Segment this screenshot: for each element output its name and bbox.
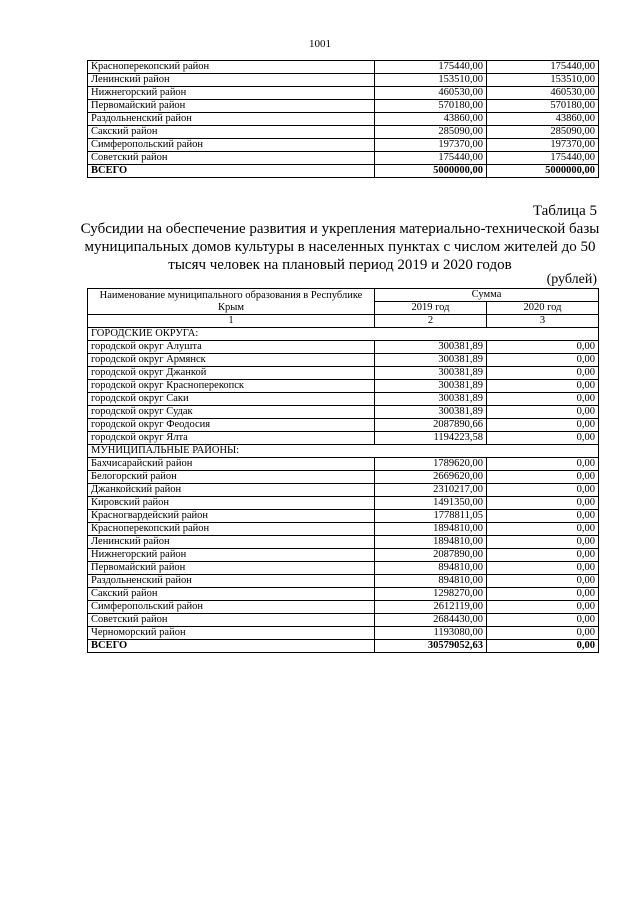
value-2020-cell: 570180,00	[487, 100, 599, 113]
value-2020-cell: 0,00	[487, 497, 599, 510]
value-2019-cell: 1193080,00	[375, 627, 487, 640]
row-name-cell: городской округ Джанкой	[88, 367, 375, 380]
table-row	[88, 406, 599, 419]
value-2019-cell: 197370,00	[375, 139, 487, 152]
header-num-3: 3	[487, 315, 599, 328]
row-name-cell: городской округ Армянск	[88, 354, 375, 367]
row-name-cell: Ленинский район	[88, 536, 375, 549]
value-2020-cell: 0,00	[487, 432, 599, 445]
value-2020-cell: 0,00	[487, 562, 599, 575]
row-name-cell: Красноперекопский район	[88, 523, 375, 536]
row-name-cell: Красногвардейский район	[88, 510, 375, 523]
row-name-cell: ВСЕГО	[88, 165, 375, 178]
value-2020-cell: 0,00	[487, 523, 599, 536]
table-row	[88, 458, 599, 471]
row-name-cell: Ленинский район	[88, 74, 375, 87]
row-name-cell: Белогорский район	[88, 471, 375, 484]
value-2020-cell: 197370,00	[487, 139, 599, 152]
value-2020-cell: 0,00	[487, 419, 599, 432]
value-2020-cell: 0,00	[487, 471, 599, 484]
table-row	[88, 562, 599, 575]
row-name-cell: Симферопольский район	[88, 601, 375, 614]
row-name-cell: городской округ Красноперекопск	[88, 380, 375, 393]
value-2019-cell: 300381,89	[375, 367, 487, 380]
value-2020-cell: 43860,00	[487, 113, 599, 126]
row-name-cell: Нижнегорский район	[88, 87, 375, 100]
table-row	[88, 354, 599, 367]
value-2019-cell: 570180,00	[375, 100, 487, 113]
subsidies-table	[87, 288, 599, 653]
value-2020-cell: 0,00	[487, 510, 599, 523]
row-name-cell: Раздольненский район	[88, 575, 375, 588]
value-2019-cell: 175440,00	[375, 61, 487, 74]
row-name-cell: городской округ Феодосия	[88, 419, 375, 432]
value-2020-cell: 0,00	[487, 614, 599, 627]
value-2019-cell: 2684430,00	[375, 614, 487, 627]
value-2020-cell: 0,00	[487, 458, 599, 471]
table-label: Таблица 5	[532, 203, 597, 219]
row-name-cell: Красноперекопский район	[88, 61, 375, 74]
row-name-cell: городской округ Ялта	[88, 432, 375, 445]
table-row	[88, 575, 599, 588]
row-name-cell: Советский район	[88, 614, 375, 627]
header-num-2: 2	[375, 315, 487, 328]
table-row	[88, 627, 599, 640]
value-2019-cell: 894810,00	[375, 562, 487, 575]
table-row	[88, 367, 599, 380]
table-row	[88, 432, 599, 445]
table-row	[88, 152, 599, 165]
value-2019-cell: 300381,89	[375, 380, 487, 393]
row-name-cell: Симферопольский район	[88, 139, 375, 152]
row-name-cell: Нижнегорский район	[88, 549, 375, 562]
value-2020-cell: 5000000,00	[487, 165, 599, 178]
value-2020-cell: 153510,00	[487, 74, 599, 87]
row-name-cell: Джанкойский район	[88, 484, 375, 497]
value-2019-cell: 300381,89	[375, 341, 487, 354]
section-title: ГОРОДСКИЕ ОКРУГА:	[88, 328, 599, 341]
table-row	[88, 484, 599, 497]
table-row	[88, 87, 599, 100]
value-2020-cell: 0,00	[487, 601, 599, 614]
value-2019-cell: 2669620,00	[375, 471, 487, 484]
value-2020-cell: 0,00	[487, 536, 599, 549]
value-2020-cell: 0,00	[487, 367, 599, 380]
row-name-cell: Первомайский район	[88, 562, 375, 575]
value-2020-cell: 0,00	[487, 588, 599, 601]
total-row	[88, 640, 599, 653]
value-2020-cell: 0,00	[487, 575, 599, 588]
value-2020-cell: 0,00	[487, 341, 599, 354]
header-name-col: Наименование муниципального образования в Республике Крым	[88, 289, 375, 315]
row-name-cell: Сакский район	[88, 588, 375, 601]
header-numbers-row	[88, 315, 599, 328]
table-row	[88, 74, 599, 87]
value-2019-cell: 2087890,66	[375, 419, 487, 432]
row-name-cell: ВСЕГО	[88, 640, 375, 653]
section-title: МУНИЦИПАЛЬНЫЕ РАЙОНЫ:	[88, 445, 599, 458]
value-2019-cell: 175440,00	[375, 152, 487, 165]
total-row	[88, 165, 599, 178]
value-2019-cell: 1789620,00	[375, 458, 487, 471]
section-header-row	[88, 445, 599, 458]
value-2020-cell: 0,00	[487, 406, 599, 419]
value-2019-cell: 5000000,00	[375, 165, 487, 178]
row-name-cell: Сакский район	[88, 126, 375, 139]
row-name-cell: городской округ Алушта	[88, 341, 375, 354]
value-2019-cell: 2087890,00	[375, 549, 487, 562]
value-2019-cell: 1778811,05	[375, 510, 487, 523]
value-2019-cell: 285090,00	[375, 126, 487, 139]
value-2019-cell: 894810,00	[375, 575, 487, 588]
table-row	[88, 100, 599, 113]
row-name-cell: Первомайский район	[88, 100, 375, 113]
value-2019-cell: 2612119,00	[375, 601, 487, 614]
header-sum-col: Сумма	[375, 289, 599, 302]
value-2019-cell: 1894810,00	[375, 536, 487, 549]
table-row	[88, 126, 599, 139]
table-row	[88, 497, 599, 510]
value-2020-cell: 0,00	[487, 380, 599, 393]
value-2020-cell: 0,00	[487, 354, 599, 367]
value-2020-cell: 0,00	[487, 627, 599, 640]
previous-table-continuation	[87, 60, 599, 178]
value-2019-cell: 153510,00	[375, 74, 487, 87]
value-2019-cell: 1894810,00	[375, 523, 487, 536]
table-title: Субсидии на обеспечение развития и укрепления материально-технической базы муниципальных домов культуры в населенных пунктах с числом жителей до 50 тысяч человек на плановый период 2019 и 2020 годов	[80, 221, 600, 273]
value-2019-cell: 43860,00	[375, 113, 487, 126]
table-row	[88, 419, 599, 432]
table-row	[88, 380, 599, 393]
value-2020-cell: 460530,00	[487, 87, 599, 100]
table-row	[88, 61, 599, 74]
value-2019-cell: 2310217,00	[375, 484, 487, 497]
value-2020-cell: 0,00	[487, 640, 599, 653]
table-row	[88, 549, 599, 562]
table-row	[88, 341, 599, 354]
value-2020-cell: 0,00	[487, 549, 599, 562]
value-2020-cell: 285090,00	[487, 126, 599, 139]
section-header-row	[88, 328, 599, 341]
value-2019-cell: 300381,89	[375, 354, 487, 367]
header-num-1: 1	[88, 315, 375, 328]
value-2020-cell: 0,00	[487, 484, 599, 497]
row-name-cell: Черноморский район	[88, 627, 375, 640]
value-2020-cell: 0,00	[487, 393, 599, 406]
row-name-cell: городской округ Саки	[88, 393, 375, 406]
table-row	[88, 614, 599, 627]
value-2020-cell: 175440,00	[487, 152, 599, 165]
table-row	[88, 393, 599, 406]
page-number: 1001	[309, 38, 331, 50]
value-2019-cell: 460530,00	[375, 87, 487, 100]
value-2020-cell: 175440,00	[487, 61, 599, 74]
table-row	[88, 471, 599, 484]
table-row	[88, 510, 599, 523]
table-row	[88, 601, 599, 614]
header-year-2019: 2019 год	[375, 302, 487, 315]
table-row	[88, 523, 599, 536]
table-row	[88, 139, 599, 152]
value-2019-cell: 1298270,00	[375, 588, 487, 601]
row-name-cell: Советский район	[88, 152, 375, 165]
value-2019-cell: 300381,89	[375, 393, 487, 406]
table-row	[88, 113, 599, 126]
header-year-2020: 2020 год	[487, 302, 599, 315]
value-2019-cell: 1491350,00	[375, 497, 487, 510]
table-row	[88, 588, 599, 601]
row-name-cell: Кировский район	[88, 497, 375, 510]
row-name-cell: Раздольненский район	[88, 113, 375, 126]
row-name-cell: Бахчисарайский район	[88, 458, 375, 471]
value-2019-cell: 1194223,58	[375, 432, 487, 445]
units-label: (рублей)	[546, 272, 597, 287]
row-name-cell: городской округ Судак	[88, 406, 375, 419]
table-row	[88, 536, 599, 549]
value-2019-cell: 30579052,63	[375, 640, 487, 653]
value-2019-cell: 300381,89	[375, 406, 487, 419]
header-row	[88, 289, 599, 302]
